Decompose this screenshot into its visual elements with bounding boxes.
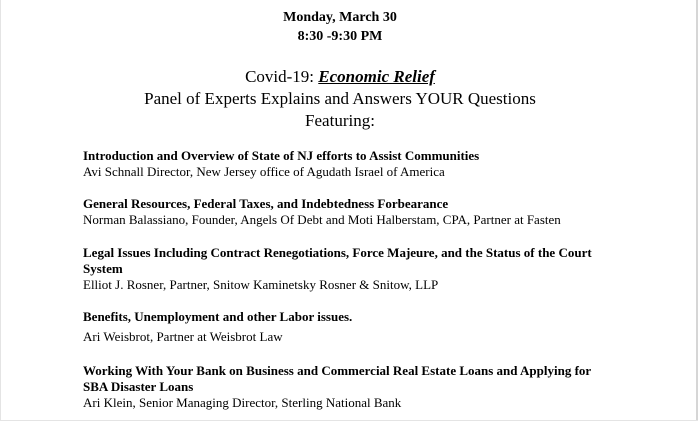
page-left-edge bbox=[0, 0, 1, 421]
session-title: Legal Issues Including Contract Renegotiations, Force Majeure, and the Status of the Court System bbox=[83, 245, 592, 276]
session-speakers: Norman Balassiano, Founder, Angels Of Debt and Moti Halberstam, CPA, Partner at Fasten bbox=[83, 212, 561, 227]
event-title-emphasis: Economic Relief bbox=[318, 67, 435, 86]
event-date: Monday, March 30 bbox=[283, 10, 397, 25]
session-item bbox=[83, 363, 613, 411]
session-item bbox=[83, 309, 613, 345]
session-speakers: Avi Schnall Director, New Jersey office of Agudath Israel of America bbox=[83, 164, 445, 179]
session-speakers: Ari Klein, Senior Managing Director, Sterling National Bank bbox=[83, 395, 402, 410]
session-title: General Resources, Federal Taxes, and Indebtedness Forbearance bbox=[83, 196, 449, 211]
session-item bbox=[83, 196, 613, 228]
session-speakers: Ari Weisbrot, Partner at Weisbrot Law bbox=[83, 329, 283, 344]
event-subtitle: Panel of Experts Explains and Answers YOUR Questions bbox=[144, 89, 536, 108]
session-item bbox=[83, 245, 613, 293]
event-time: 8:30 -9:30 PM bbox=[297, 29, 383, 44]
session-title: Working With Your Bank on Business and Commercial Real Estate Loans and Applying for SBA Disaster Loans bbox=[83, 363, 591, 394]
event-title bbox=[0, 66, 680, 88]
featuring-label: Featuring: bbox=[305, 111, 375, 130]
session-title: Benefits, Unemployment and other Labor issues. bbox=[83, 309, 353, 324]
session-speakers: Elliot J. Rosner, Partner, Snitow Kaminetsky Rosner & Snitow, LLP bbox=[83, 277, 439, 292]
session-title: Introduction and Overview of State of NJ efforts to Assist Communities bbox=[83, 148, 480, 163]
event-title-prefix: Covid-19: bbox=[245, 67, 319, 86]
session-item bbox=[83, 148, 613, 180]
